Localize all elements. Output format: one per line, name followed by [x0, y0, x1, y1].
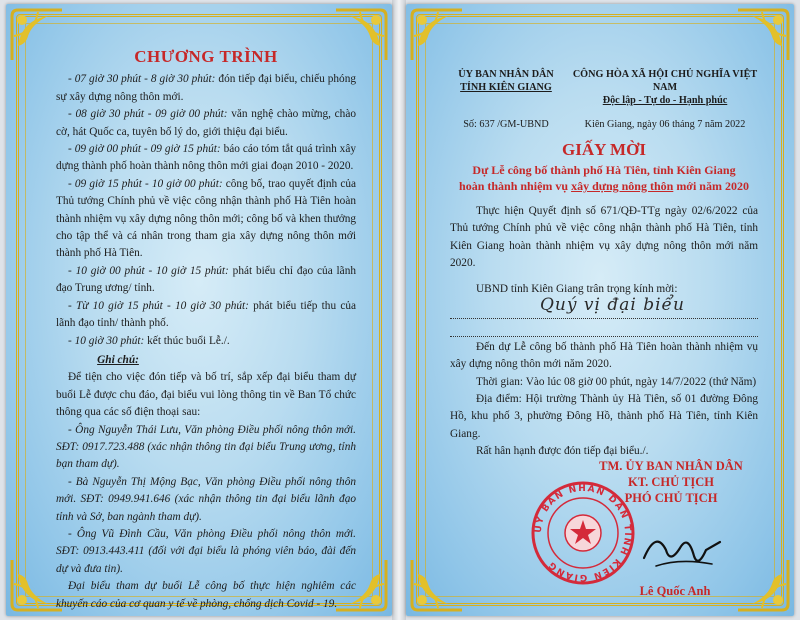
document-header [450, 68, 758, 107]
motto-line: Độc lập - Tự do - Hạnh phúc [602, 95, 728, 106]
subtitle-part: xây dựng nông thôn [571, 178, 674, 193]
schedule-time: - 09 giờ 00 phút - 09 giờ 15 phút: [68, 143, 221, 156]
time-line: Thời gian: Vào lúc 08 giờ 00 phút, ngày 14/7/2022 (thứ Năm) [476, 375, 757, 388]
schedule-item [56, 263, 356, 298]
schedule-item [56, 71, 356, 106]
seal-text: ỦY BAN NHÂN DÂN TỈNH KIÊN GIANG [533, 483, 633, 583]
schedule-item [56, 106, 356, 141]
guest-name: Quý vị đại biểu [540, 294, 685, 315]
schedule-time: - 08 giờ 30 phút - 09 giờ 00 phút: [68, 108, 228, 121]
guest-line [450, 294, 758, 319]
schedule-text: đón tiếp đại biểu, chiếu phóng sự xây dựng nông thôn mới. [56, 73, 356, 103]
venue-line: Địa điểm: Hội trường Thành ủy Hà Tiên, số 01 đường Đông Hồ, khu phố 3, phường Đông Hồ, thành phố Hà Tiên, tỉnh Kiên Giang. [450, 393, 758, 440]
sign-title: TM. ỦY BAN NHÂN DÂN [599, 459, 743, 473]
note-label: Ghi chú: [97, 353, 139, 366]
schedule-time: - 10 giờ 00 phút - 10 giờ 15 phút: [68, 264, 229, 277]
program-title: CHƯƠNG TRÌNH [134, 47, 278, 66]
contact-item: - Ông Vũ Đình Cầu, Văn phòng Điều phối nông thôn mới. SĐT: 0913.443.411 (đối với đại biểu là phóng viên báo, đài đến dự và đưa tin). [56, 527, 356, 575]
schedule-time: - 10 giờ 30 phút: [68, 334, 145, 347]
contact-item: - Ông Nguyễn Thái Lưu, Văn phòng Điều phối nông thôn mới. SĐT: 0917.723.488 (xác nhận thông tin đại biểu Trung ương, tỉnh bạn tham dự). [56, 423, 356, 471]
schedule-text: kết thúc buổi Lễ./. [144, 334, 230, 347]
schedule-item [56, 298, 356, 333]
subtitle-part: hoàn thành nhiệm vụ [459, 178, 572, 193]
schedule-time: - Từ 10 giờ 15 phút - 10 giờ 30 phút: [68, 299, 249, 312]
national-motto [572, 68, 758, 107]
sign-title: PHÓ CHỦ TỊCH [624, 491, 718, 505]
subtitle-line: Dự Lễ công bố thành phố Hà Tiên, tỉnh Kiên Giang [472, 162, 736, 177]
closing-note: Đại biểu tham dự buổi Lễ công bố thực hiện nghiêm các khuyến cáo của cơ quan y tế về phòng, chống dịch Covid - 19. [56, 580, 356, 610]
blank-line [450, 319, 758, 337]
contact-item: - Bà Nguyễn Thị Mộng Bạc, Văn phòng Điều phối nông thôn mới. SĐT: 0949.941.646 (xác nhận thông tin đại biểu lãnh đạo tỉnh và Sở, ban ngành tham dự). [56, 475, 356, 523]
corner-ornament-icon [734, 556, 792, 614]
schedule-text: phát biểu tiếp thu của lãnh đạo tỉnh/ thành phố. [56, 299, 356, 330]
corner-ornament-icon [408, 6, 466, 64]
schedule-time: - 07 giờ 30 phút - 8 giờ 30 phút: [68, 73, 216, 86]
schedule-item [56, 176, 356, 263]
sign-title: KT. CHỦ TỊCH [627, 475, 714, 489]
schedule-item [56, 333, 356, 350]
subtitle-line [450, 178, 758, 194]
invite-line: UBND tỉnh Kiên Giang trân trọng kính mời: [476, 283, 678, 296]
event-paragraph: Đến dự Lễ công bố thành phố Hà Tiên hoàn thành nhiệm vụ xây dựng nông thôn mới năm 2020. [450, 340, 758, 371]
decision-paragraph: Thực hiện Quyết định số 671/QĐ-TTg ngày 02/6/2022 của Thủ tướng Chính phủ về việc công nhận thành phố Hà Tiên, tỉnh Kiên Giang hoàn thành nhiệm vụ xây dựng nông thôn mới năm 2020. [450, 204, 758, 270]
issuing-agency [450, 68, 562, 107]
closing-line: Rất hân hạnh được đón tiếp đại biểu./. [476, 445, 649, 458]
note-intro: Để tiện cho việc đón tiếp và bố trí, sắp xếp đại biểu tham dự buổi Lễ được chu đáo, đại biểu vui lòng thông tin về Ban Tổ chức thông qua các số điện thoại sau: [56, 371, 356, 419]
agency-line: TỈNH KIÊN GIANG [460, 82, 552, 93]
schedule-item [56, 141, 356, 176]
official-seal-icon [530, 480, 636, 586]
invitation-subtitle [450, 162, 758, 194]
document-number: Số: 637 /GM-UBND [463, 119, 549, 130]
subtitle-part: mới năm 2020 [673, 178, 749, 193]
signer-name: Lê Quốc Anh [639, 584, 711, 598]
schedule-text: công bố, trao quyết định của Thủ tướng Chính phủ về việc công nhận thành phố Hà Tiên hoàn thành nhiệm vụ xây dựng nông thôn mới; công bố và khen thưởng cho tập thể và cá nhân trong tham gia xây dựng nông thôn mới thành phố Hà Tiên. [56, 177, 356, 260]
nation-name: CÔNG HÒA XÃ HỘI CHỦ NGHĨA VIỆT NAM [572, 69, 758, 93]
program-content [56, 48, 356, 613]
invitation-title: GIẤY MỜI [562, 140, 646, 160]
schedule-text: văn nghệ chào mừng, chào cờ, hát Quốc ca, tuyên bố lý do, giới thiệu đại biểu. [56, 108, 356, 138]
invitation-content [450, 68, 758, 461]
program-panel [6, 4, 392, 616]
schedule-time: - 09 giờ 15 phút - 10 giờ 00 phút: [68, 177, 223, 190]
agency-line: ỦY BAN NHÂN DÂN [458, 69, 554, 80]
corner-ornament-icon [734, 6, 792, 64]
handwritten-signature-icon [636, 520, 726, 580]
fold-spine [392, 0, 406, 620]
place-date: Kiên Giang, ngày 06 tháng 7 năm 2022 [584, 119, 746, 130]
schedule-text: phát biểu chỉ đạo của lãnh đạo Trung ương/ tỉnh. [56, 264, 356, 295]
document-meta [450, 116, 758, 133]
schedule-text: báo cáo tóm tắt quá trình xây dựng thành phố hoàn thành nông thôn mới giai đoạn 2010 - 2020. [56, 143, 356, 173]
corner-ornament-icon [408, 556, 466, 614]
